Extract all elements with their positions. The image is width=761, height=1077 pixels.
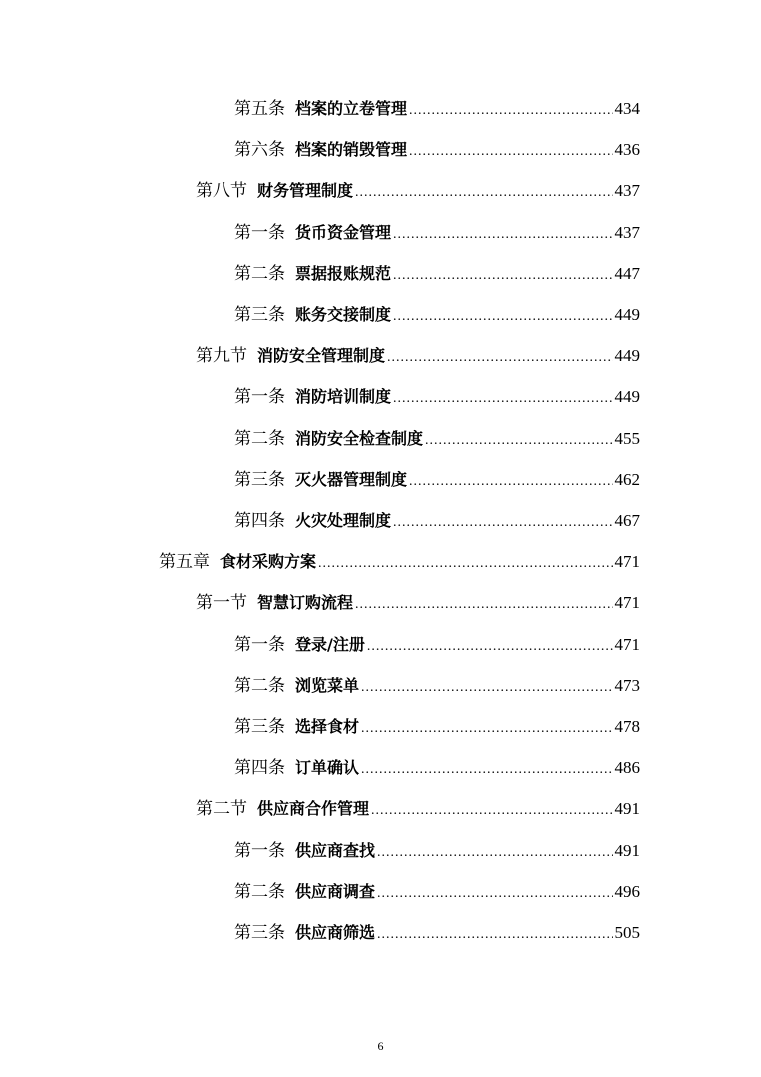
toc-entry-page-number: 436: [614, 140, 640, 159]
toc-leader-dots: [377, 881, 612, 907]
toc-entry-page-number: 491: [614, 841, 640, 860]
toc-entry-label: 第四条: [234, 758, 285, 778]
toc-entry-page-number: 455: [614, 429, 640, 448]
toc-entry[interactable]: [196, 590, 640, 616]
toc-entry-page-number: 505: [614, 923, 640, 942]
toc-entry[interactable]: [234, 137, 640, 163]
toc-entry[interactable]: [234, 714, 640, 740]
toc-entry-title: 供应商查找: [295, 841, 376, 860]
toc-entry[interactable]: [234, 426, 640, 452]
toc-entry-title: 供应商调查: [295, 882, 376, 901]
toc-entry[interactable]: [234, 673, 640, 699]
toc-entry-title: 消防安全检查制度: [295, 429, 424, 448]
toc-entry[interactable]: [196, 343, 640, 369]
toc-entry[interactable]: [234, 838, 640, 864]
toc-entry-title: 选择食材: [295, 717, 360, 736]
toc-leader-dots: [355, 592, 612, 618]
toc-leader-dots: [409, 469, 612, 495]
toc-leader-dots: [409, 98, 612, 124]
toc-entry-title: 灭火器管理制度: [295, 470, 408, 489]
toc-entry-label: 第二条: [234, 676, 285, 696]
toc-entry-title: 食材采购方案: [220, 552, 317, 571]
toc-entry-page-number: 437: [614, 181, 640, 200]
toc-entry-title: 消防安全管理制度: [257, 346, 386, 365]
toc-entry-title: 账务交接制度: [295, 305, 392, 324]
toc-entry[interactable]: [234, 508, 640, 534]
toc-entry-page-number: 449: [614, 387, 640, 406]
toc-leader-dots: [367, 634, 613, 660]
toc-entry[interactable]: [234, 302, 640, 328]
toc-entry-page-number: 486: [614, 758, 640, 777]
toc-entry-title: 供应商合作管理: [257, 799, 370, 818]
toc-leader-dots: [409, 139, 612, 165]
toc-entry-label: 第五章: [159, 552, 210, 572]
toc-entry-title: 火灾处理制度: [295, 511, 392, 530]
toc-entry-page-number: 473: [614, 676, 640, 695]
toc-entry-title: 档案的立卷管理: [295, 99, 408, 118]
toc-entry-label: 第八节: [196, 181, 247, 201]
toc-entry-title: 货币资金管理: [295, 223, 392, 242]
toc-entry[interactable]: [234, 920, 640, 946]
toc-entry-page-number: 471: [614, 552, 640, 571]
toc-leader-dots: [387, 345, 612, 371]
toc-leader-dots: [393, 222, 612, 248]
toc-entry-label: 第一条: [234, 635, 285, 655]
toc-entry-title: 供应商筛选: [295, 923, 376, 942]
toc-entry-label: 第二条: [234, 264, 285, 284]
toc-leader-dots: [377, 840, 612, 866]
toc-entry[interactable]: [234, 384, 640, 410]
toc-leader-dots: [393, 510, 612, 536]
toc-entry[interactable]: [234, 632, 640, 658]
toc-leader-dots: [393, 263, 612, 289]
toc-entry-label: 第一条: [234, 841, 285, 861]
toc-leader-dots: [361, 675, 612, 701]
toc-entry-page-number: 478: [614, 717, 640, 736]
toc-entry-label: 第三条: [234, 923, 285, 943]
toc-entry-page-number: 437: [614, 223, 640, 242]
toc-entry[interactable]: [196, 178, 640, 204]
toc-leader-dots: [361, 716, 612, 742]
toc-entry-label: 第四条: [234, 511, 285, 531]
toc-leader-dots: [371, 798, 612, 824]
toc-entry-title: 档案的销毁管理: [295, 140, 408, 159]
page-number: 6: [377, 1039, 384, 1053]
toc-entry[interactable]: [234, 96, 640, 122]
toc-entry-title: 消防培训制度: [295, 387, 392, 406]
toc-entry-label: 第一节: [196, 593, 247, 613]
toc-entry-page-number: 449: [614, 305, 640, 324]
toc-entry-page-number: 496: [614, 882, 640, 901]
toc-leader-dots: [425, 428, 612, 454]
toc-entry-title: 票据报账规范: [295, 264, 392, 283]
toc-entry[interactable]: [234, 879, 640, 905]
toc-entry-page-number: 491: [614, 799, 640, 818]
toc-entry-title: 财务管理制度: [257, 181, 354, 200]
toc-entry-label: 第三条: [234, 470, 285, 490]
toc-entry-label: 第二条: [234, 429, 285, 449]
toc-entry[interactable]: [234, 220, 640, 246]
toc-entry[interactable]: [234, 467, 640, 493]
toc-entry[interactable]: [234, 755, 640, 781]
toc-entry-label: 第一条: [234, 223, 285, 243]
toc-entry-page-number: 447: [614, 264, 640, 283]
toc-leader-dots: [377, 922, 612, 948]
toc-entry-label: 第一条: [234, 387, 285, 407]
toc-entry-page-number: 462: [614, 470, 640, 489]
toc-entry-label: 第六条: [234, 140, 285, 160]
toc-leader-dots: [318, 551, 612, 577]
toc-entry[interactable]: [234, 261, 640, 287]
toc-entry-title: 智慧订购流程: [257, 593, 354, 612]
toc-entry-page-number: 471: [614, 635, 640, 654]
toc-entry-label: 第三条: [234, 717, 285, 737]
toc-leader-dots: [393, 386, 612, 412]
toc-entry[interactable]: [196, 796, 640, 822]
toc-entry-title: 登录/注册: [295, 635, 365, 654]
toc-leader-dots: [361, 757, 612, 783]
toc-entry-page-number: 467: [614, 511, 640, 530]
toc-entry-label: 第三条: [234, 305, 285, 325]
toc-entry-label: 第二条: [234, 882, 285, 902]
toc-entry[interactable]: [159, 549, 640, 575]
toc-entry-title: 浏览菜单: [295, 676, 360, 695]
toc-entry-label: 第五条: [234, 99, 285, 119]
toc-entry-title: 订单确认: [295, 758, 360, 777]
toc-entry-page-number: 434: [614, 99, 640, 118]
toc-entry-label: 第九节: [196, 346, 247, 366]
toc-entry-page-number: 449: [614, 346, 640, 365]
toc-entry-page-number: 471: [614, 593, 640, 612]
toc-entry-label: 第二节: [196, 799, 247, 819]
toc-leader-dots: [393, 304, 612, 330]
toc-leader-dots: [355, 180, 612, 206]
